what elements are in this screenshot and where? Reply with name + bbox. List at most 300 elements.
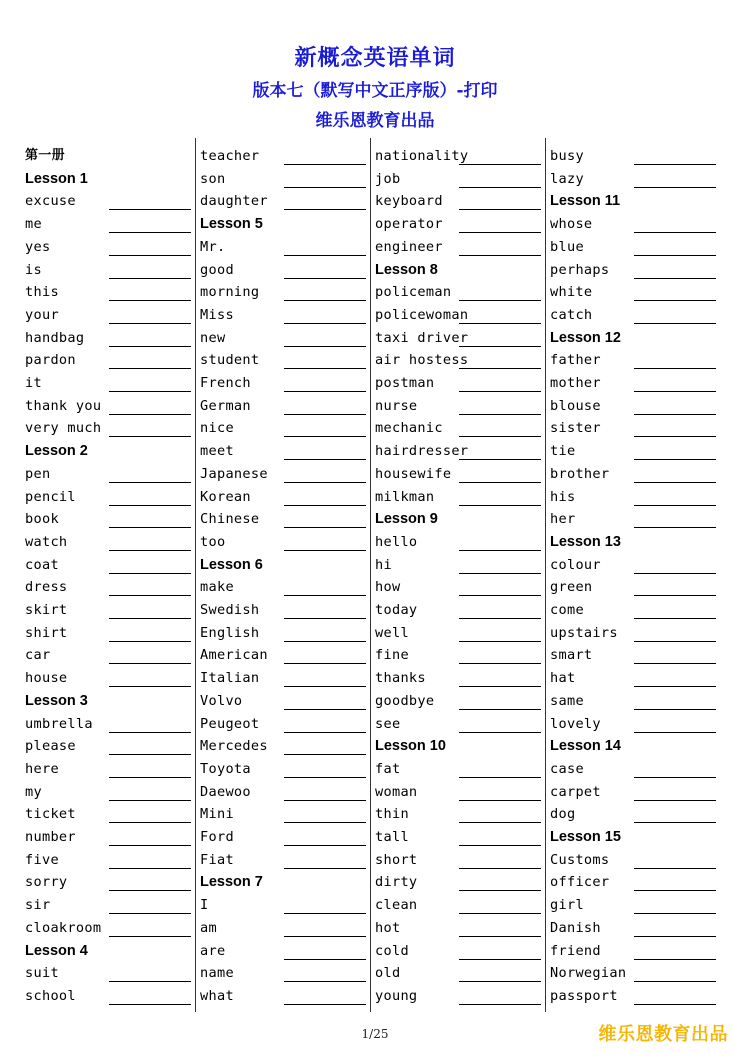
page-number: 1/25 [361, 1027, 389, 1041]
lesson-heading [375, 508, 547, 530]
vocab-word: excuse [25, 193, 76, 210]
vocab-word: smart [550, 647, 593, 664]
answer-blank-line [634, 391, 716, 392]
answer-blank-line [284, 936, 366, 937]
answer-blank-line [284, 209, 366, 210]
word-row [550, 508, 722, 530]
vocab-word: hi [375, 556, 392, 573]
vocab-word: my [25, 783, 42, 800]
word-row [550, 145, 722, 167]
word-row [375, 236, 547, 258]
vocab-word: sister [550, 420, 601, 437]
vocab-word: Mini [200, 806, 234, 823]
word-row [550, 554, 722, 576]
vocab-word: nice [200, 420, 234, 437]
vocab-word: friend [550, 942, 601, 959]
word-row [375, 690, 547, 712]
answer-blank-line [109, 732, 191, 733]
answer-blank-line [284, 300, 366, 301]
vocab-word: too [200, 533, 226, 550]
answer-blank-line [109, 255, 191, 256]
vocab-word: keyboard [375, 193, 443, 210]
word-row [200, 849, 372, 871]
answer-blank-line [109, 550, 191, 551]
word-row [375, 940, 547, 962]
answer-blank-line [459, 959, 541, 960]
word-row [375, 281, 547, 303]
answer-blank-line [634, 255, 716, 256]
answer-blank-line [459, 323, 541, 324]
answer-blank-line [284, 709, 366, 710]
word-row [375, 486, 547, 508]
heading-text: Lesson 5 [200, 216, 263, 233]
lesson-heading [550, 826, 722, 848]
answer-blank-line [459, 459, 541, 460]
heading-text: Lesson 7 [200, 874, 263, 891]
word-row [550, 940, 722, 962]
word-row [200, 281, 372, 303]
vocab-word: old [375, 965, 401, 982]
word-row [200, 145, 372, 167]
vocab-word: postman [375, 375, 435, 391]
answer-blank-line [459, 981, 541, 982]
heading-text: Lesson 11 [550, 193, 621, 210]
vocab-word: meet [200, 443, 234, 460]
answer-blank-line [634, 1004, 716, 1005]
vocab-word: am [200, 919, 217, 936]
answer-blank-line [634, 686, 716, 687]
answer-blank-line [459, 436, 541, 437]
answer-blank-line [634, 368, 716, 369]
vocab-word: tall [375, 829, 409, 845]
lesson-heading [550, 190, 722, 212]
vocab-word: short [375, 851, 418, 868]
answer-blank-line [284, 255, 366, 256]
word-row [200, 259, 372, 281]
answer-blank-line [109, 368, 191, 369]
vocab-word: goodbye [375, 692, 435, 709]
answer-blank-line [634, 913, 716, 914]
word-row [550, 486, 722, 508]
answer-blank-line [284, 436, 366, 437]
vocab-word: dress [25, 579, 68, 596]
answer-blank-line [634, 323, 716, 324]
word-row [375, 531, 547, 553]
word-row [200, 349, 372, 371]
vocab-word: book [25, 511, 59, 528]
word-row [550, 259, 722, 281]
vocab-word: lazy [550, 170, 584, 187]
answer-blank-line [459, 300, 541, 301]
word-row [550, 962, 722, 984]
vocab-word: carpet [550, 783, 601, 800]
answer-blank-line [634, 505, 716, 506]
vocab-word: American [200, 647, 268, 664]
answer-blank-line [459, 232, 541, 233]
answer-blank-line [284, 800, 366, 801]
vocab-word: fat [375, 760, 401, 777]
word-row [550, 849, 722, 871]
word-row [25, 508, 197, 530]
vocab-word: busy [550, 148, 584, 164]
vocab-word: hairdresser [375, 443, 469, 460]
vocab-word: umbrella [25, 715, 93, 732]
vocab-word: today [375, 602, 418, 618]
vocab-word: blouse [550, 397, 601, 414]
answer-blank-line [634, 732, 716, 733]
lesson-heading [375, 259, 547, 281]
vocab-word: shirt [25, 624, 68, 641]
answer-blank-line [109, 777, 191, 778]
lesson-heading [25, 690, 197, 712]
answer-blank-line [634, 187, 716, 188]
answer-blank-line [634, 595, 716, 596]
answer-blank-line [459, 505, 541, 506]
word-row [25, 304, 197, 326]
document-title: 新概念英语单词 [294, 46, 456, 71]
answer-blank-line [109, 913, 191, 914]
answer-blank-line [634, 777, 716, 778]
lesson-heading [375, 735, 547, 757]
page-header [0, 42, 750, 136]
word-row [375, 168, 547, 190]
heading-text: Lesson 3 [25, 692, 88, 709]
answer-blank-line [634, 618, 716, 619]
heading-text: Lesson 10 [375, 738, 446, 755]
answer-blank-line [109, 641, 191, 642]
answer-blank-line [459, 482, 541, 483]
lesson-heading [25, 940, 197, 962]
word-row [200, 486, 372, 508]
word-row [550, 690, 722, 712]
word-row [375, 213, 547, 235]
vocabulary-column-4 [550, 142, 722, 1014]
answer-blank-line [109, 936, 191, 937]
word-row [200, 508, 372, 530]
word-row [200, 372, 372, 394]
word-row [375, 644, 547, 666]
vocab-word: Volvo [200, 692, 243, 709]
answer-blank-line [634, 278, 716, 279]
heading-text: Lesson 12 [550, 329, 621, 346]
vocab-word: five [25, 851, 59, 868]
vocab-word: pen [25, 465, 51, 482]
word-row [375, 417, 547, 439]
answer-blank-line [109, 527, 191, 528]
word-row [375, 599, 547, 621]
word-row [550, 463, 722, 485]
vocab-word: house [25, 670, 68, 687]
vocab-word: white [550, 284, 593, 301]
vocab-word: Korean [200, 488, 251, 505]
vocab-word: woman [375, 783, 418, 800]
word-row [375, 849, 547, 871]
answer-blank-line [634, 959, 716, 960]
word-row [200, 531, 372, 553]
vocab-word: student [200, 352, 260, 369]
heading-text: Lesson 9 [375, 511, 438, 528]
vocab-word: daughter [200, 193, 268, 210]
word-row [25, 758, 197, 780]
answer-blank-line [284, 641, 366, 642]
answer-blank-line [459, 1004, 541, 1005]
word-row [550, 758, 722, 780]
vocab-word: father [550, 352, 601, 369]
heading-text: Lesson 1 [25, 170, 88, 187]
vocab-word: job [375, 170, 401, 187]
vocab-word: Daewoo [200, 783, 251, 800]
word-row [25, 667, 197, 689]
vocab-word: Danish [550, 919, 601, 936]
answer-blank-line [459, 368, 541, 369]
word-row [25, 962, 197, 984]
word-row [25, 826, 197, 848]
word-row [200, 940, 372, 962]
vocab-word: handbag [25, 329, 85, 346]
word-row [200, 667, 372, 689]
answer-blank-line [109, 391, 191, 392]
vocab-word: thank you [25, 397, 102, 414]
vocab-word: whose [550, 216, 593, 233]
answer-blank-line [109, 482, 191, 483]
word-row [200, 985, 372, 1007]
answer-blank-line [109, 981, 191, 982]
word-row [550, 304, 722, 326]
word-row [375, 917, 547, 939]
answer-blank-line [284, 754, 366, 755]
answer-blank-line [459, 595, 541, 596]
answer-blank-line [109, 323, 191, 324]
word-row [375, 667, 547, 689]
answer-blank-line [284, 278, 366, 279]
vocab-word: nurse [375, 397, 418, 414]
word-row [550, 917, 722, 939]
lesson-heading [200, 871, 372, 893]
word-row [200, 327, 372, 349]
word-row [550, 281, 722, 303]
answer-blank-line [284, 868, 366, 869]
heading-text: Lesson 8 [375, 261, 438, 278]
word-row [200, 962, 372, 984]
answer-blank-line [459, 890, 541, 891]
vocab-word: car [25, 647, 51, 664]
vocab-word: Toyota [200, 760, 251, 777]
vocab-word: clean [375, 897, 418, 914]
word-row [550, 213, 722, 235]
vocab-word: cloakroom [25, 919, 102, 936]
vocab-word: well [375, 624, 409, 641]
vocab-word: Japanese [200, 465, 268, 482]
word-row [25, 803, 197, 825]
answer-blank-line [284, 686, 366, 687]
answer-blank-line [109, 300, 191, 301]
word-row [375, 758, 547, 780]
vocab-word: colour [550, 556, 601, 573]
heading-text: Lesson 2 [25, 443, 88, 460]
vocab-word: Swedish [200, 602, 260, 618]
answer-blank-line [284, 913, 366, 914]
lesson-heading [25, 168, 197, 190]
word-row [200, 690, 372, 712]
answer-blank-line [284, 323, 366, 324]
vocab-word: nationality [375, 148, 469, 164]
answer-blank-line [459, 573, 541, 574]
heading-text: Lesson 4 [25, 942, 88, 959]
vocab-word: girl [550, 897, 584, 914]
answer-blank-line [284, 164, 366, 165]
vocab-word: make [200, 579, 234, 596]
vocab-word: mechanic [375, 420, 443, 437]
word-row [25, 281, 197, 303]
answer-blank-line [459, 641, 541, 642]
answer-blank-line [459, 822, 541, 823]
answer-blank-line [109, 573, 191, 574]
vocab-word: lovely [550, 715, 601, 732]
vocab-word: this [25, 284, 59, 301]
word-row [375, 713, 547, 735]
vocab-word: pardon [25, 352, 76, 369]
word-row [25, 327, 197, 349]
word-row [375, 304, 547, 326]
vocab-word: hot [375, 919, 401, 936]
document-subtitle: 版本七（默写中文正序版）-打印 [252, 81, 498, 101]
answer-blank-line [109, 1004, 191, 1005]
word-row [550, 622, 722, 644]
word-row [200, 304, 372, 326]
answer-blank-line [284, 1004, 366, 1005]
answer-blank-line [634, 936, 716, 937]
vocab-word: perhaps [550, 261, 610, 278]
answer-blank-line [284, 959, 366, 960]
vocab-word: blue [550, 238, 584, 255]
vocab-word: tie [550, 443, 576, 460]
lesson-heading [25, 440, 197, 462]
word-row [375, 894, 547, 916]
answer-blank-line [634, 981, 716, 982]
vocab-word: hat [550, 670, 576, 687]
word-row [200, 917, 372, 939]
answer-blank-line [109, 278, 191, 279]
vocab-word: fine [375, 647, 409, 664]
word-row [25, 463, 197, 485]
vocab-word: is [25, 261, 42, 278]
answer-blank-line [109, 868, 191, 869]
book-heading [25, 145, 197, 167]
vocab-word: upstairs [550, 624, 618, 641]
answer-blank-line [109, 686, 191, 687]
vocab-word: it [25, 375, 42, 391]
vocab-word: yes [25, 238, 51, 255]
answer-blank-line [634, 232, 716, 233]
word-row [25, 417, 197, 439]
word-row [200, 781, 372, 803]
answer-blank-line [284, 618, 366, 619]
vocab-word: son [200, 170, 226, 187]
vocabulary-column-3 [375, 142, 547, 1014]
vocab-word: Chinese [200, 511, 260, 528]
vocab-word: thin [375, 806, 409, 823]
vocab-word: milkman [375, 488, 435, 505]
word-row [375, 440, 547, 462]
answer-blank-line [634, 663, 716, 664]
answer-blank-line [634, 800, 716, 801]
vocab-word: skirt [25, 602, 68, 618]
vocab-word: Ford [200, 829, 234, 845]
word-row [200, 440, 372, 462]
heading-text: Lesson 14 [550, 738, 621, 755]
word-row [25, 372, 197, 394]
vocab-word: very much [25, 420, 102, 437]
answer-blank-line [284, 346, 366, 347]
answer-blank-line [109, 505, 191, 506]
vocab-word: his [550, 488, 576, 505]
answer-blank-line [459, 777, 541, 778]
answer-blank-line [284, 663, 366, 664]
answer-blank-line [109, 595, 191, 596]
vocab-word: school [25, 987, 76, 1004]
word-row [375, 781, 547, 803]
word-row [550, 168, 722, 190]
heading-text: Lesson 15 [550, 829, 621, 845]
vocab-word: watch [25, 533, 68, 550]
answer-blank-line [459, 255, 541, 256]
vocabulary-column-2 [200, 142, 372, 1014]
publisher-line: 维乐恩教育出品 [315, 111, 435, 131]
vocab-word: new [200, 329, 226, 346]
word-row [375, 372, 547, 394]
word-row [25, 735, 197, 757]
vocab-word: housewife [375, 465, 452, 482]
word-row [550, 576, 722, 598]
lesson-heading [200, 554, 372, 576]
word-row [550, 803, 722, 825]
answer-blank-line [459, 391, 541, 392]
heading-text: Lesson 13 [550, 533, 621, 550]
answer-blank-line [284, 550, 366, 551]
answer-blank-line [459, 663, 541, 664]
vocab-word: teacher [200, 148, 260, 164]
answer-blank-line [109, 436, 191, 437]
vocab-word: case [550, 760, 584, 777]
answer-blank-line [284, 368, 366, 369]
vocab-word: her [550, 511, 576, 528]
vocab-word: thanks [375, 670, 426, 687]
word-row [25, 781, 197, 803]
answer-blank-line [109, 209, 191, 210]
answer-blank-line [109, 754, 191, 755]
vocab-word: Miss [200, 306, 234, 323]
heading-text: Lesson 6 [200, 556, 263, 573]
word-row [200, 622, 372, 644]
word-row [200, 644, 372, 666]
vocabulary-column-1 [25, 142, 197, 1014]
vocab-word: French [200, 375, 251, 391]
vocab-word: Fiat [200, 851, 234, 868]
word-row [550, 644, 722, 666]
answer-blank-line [109, 890, 191, 891]
word-row [25, 349, 197, 371]
vocab-word: suit [25, 965, 59, 982]
vocab-word: young [375, 987, 418, 1004]
answer-blank-line [284, 527, 366, 528]
answer-blank-line [284, 981, 366, 982]
vocab-word: dirty [375, 874, 418, 891]
vocab-word: I [200, 897, 209, 914]
vocab-word: air hostess [375, 352, 469, 369]
answer-blank-line [284, 414, 366, 415]
word-row [375, 554, 547, 576]
answer-blank-line [284, 459, 366, 460]
